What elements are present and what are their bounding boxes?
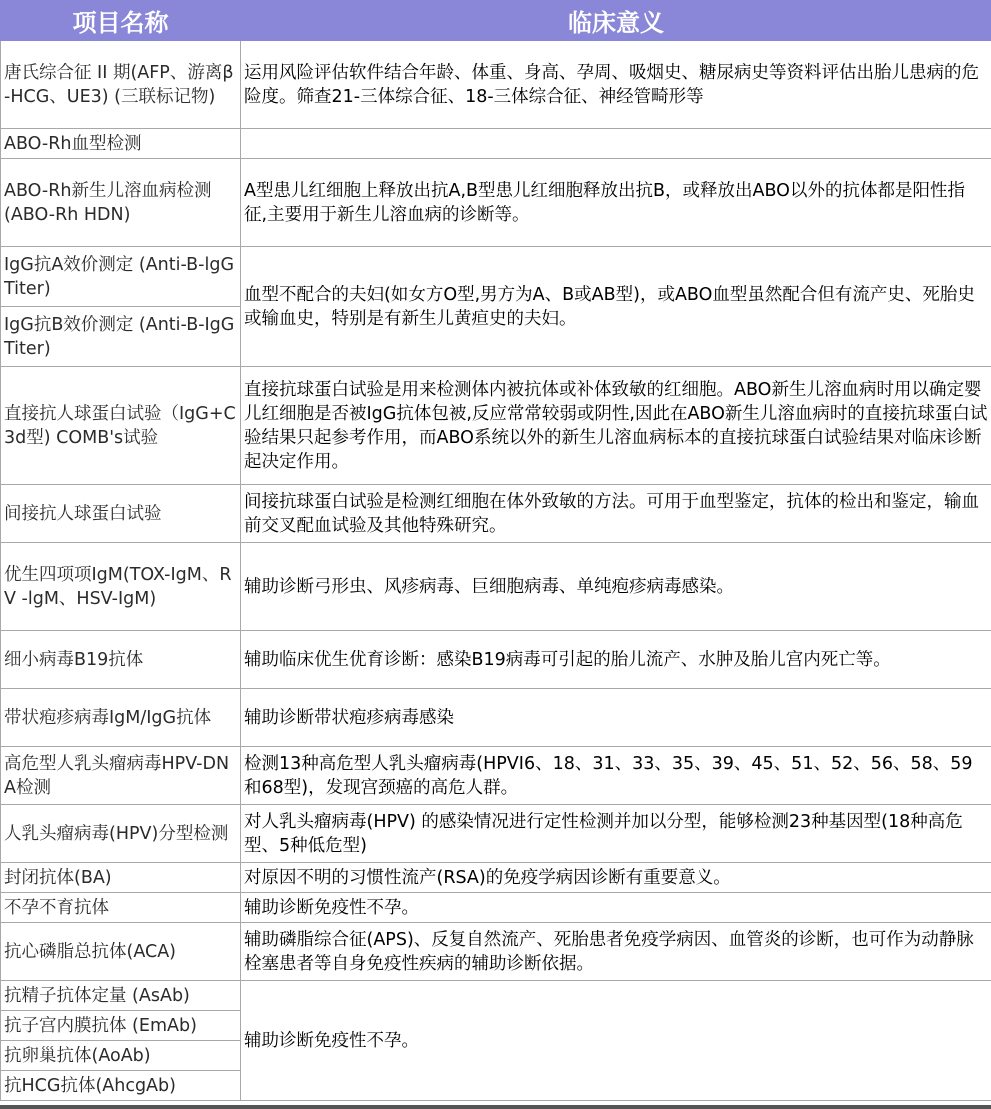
table-row — [1, 159, 991, 247]
clinical-meaning: 直接抗球蛋白试验是用来检测体内被抗体或补体致敏的红细胞。ABO新生儿溶血病时用以确定婴儿红细胞是否被IgG抗体包被,反应常常较弱或阴性,因此在ABO新生儿溶血病时的直接抗球蛋白试验结果只起参考作用，而ABO系统以外的新生儿溶血病标本的直接抗球蛋白试验结果对临床诊断起决定作用。 — [241, 367, 991, 485]
table-row — [1, 543, 991, 631]
item-name: 细小病毒B19抗体 — [1, 631, 241, 689]
item-name: 间接抗人球蛋白试验 — [1, 485, 241, 543]
table-row — [1, 747, 991, 805]
item-name: 带状疱疹病毒IgM/IgG抗体 — [1, 689, 241, 747]
clinical-meaning: 辅助诊断免疫性不孕。 — [241, 893, 991, 923]
item-name: 抗卵巢抗体(AoAb) — [1, 1041, 241, 1071]
clinical-meaning: 辅助诊断弓形虫、风疹病毒、巨细胞病毒、单纯疱疹病毒感染。 — [241, 543, 991, 631]
table-row — [1, 631, 991, 689]
clinical-meaning: 血型不配合的夫妇(如女方O型,男方为A、B或AB型)，或ABO血型虽然配合但有流产史、死胎史或输血史，特别是有新生儿黄疸史的夫妇。 — [241, 247, 991, 367]
header-item-name: 项目名称 — [1, 1, 241, 41]
table-row — [1, 247, 991, 307]
table-row — [1, 923, 991, 981]
clinical-meaning: 检测13种高危型人乳头瘤病毒(HPVI6、18、31、33、35、39、45、51、52、56、58、59和68型)，发现宫颈癌的高危人群。 — [241, 747, 991, 805]
table-row — [1, 689, 991, 747]
clinical-meaning: A型患儿红细胞上释放出抗A,B型患儿红细胞释放出抗B，或释放出ABO以外的抗体都是阳性指征,主要用于新生儿溶血病的诊断等。 — [241, 159, 991, 247]
item-name: IgG抗B效价测定 (Anti-B-IgG Titer) — [1, 307, 241, 367]
table-row — [1, 41, 991, 129]
clinical-meaning: 间接抗球蛋白试验是检测红细胞在体外致敏的方法。可用于血型鉴定，抗体的检出和鉴定，输血前交叉配血试验及其他特殊研究。 — [241, 485, 991, 543]
item-name: 优生四项项IgM(TOX-IgM、RV -lgM、HSV-IgM) — [1, 543, 241, 631]
item-name — [1, 159, 241, 247]
clinical-meaning: 运用风险评估软件结合年龄、体重、身高、孕周、吸烟史、糖尿病史等资料评估出胎儿患病的危险度。筛查21-三体综合征、18-三体综合征、神经管畸形等 — [241, 41, 991, 129]
item-name: IgG抗A效价测定 (Anti-B-lgG Titer) — [1, 247, 241, 307]
item-name: 高危型人乳头瘤病毒HPV-DNA检测 — [1, 747, 241, 805]
table-row — [1, 893, 991, 923]
item-name: ABO-Rh血型检测 — [1, 129, 241, 159]
clinical-meaning: 辅助诊断带状疱疹病毒感染 — [241, 689, 991, 747]
header-clinical-meaning: 临床意义 — [241, 1, 991, 41]
item-name: 直接抗人球蛋白试验（IgG+C3d型) COMB's试验 — [1, 367, 241, 485]
header-row — [1, 1, 991, 41]
bottom-border — [0, 1105, 991, 1109]
item-name: 人乳头瘤病毒(HPV)分型检测 — [1, 805, 241, 863]
table-row — [1, 805, 991, 863]
table-row — [1, 367, 991, 485]
item-name: 抗精子抗体定量 (AsAb) — [1, 981, 241, 1011]
table-row — [1, 129, 991, 159]
table-row — [1, 485, 991, 543]
table-row — [1, 981, 991, 1011]
item-name: 不孕不育抗体 — [1, 893, 241, 923]
clinical-meaning: 对人乳头瘤病毒(HPV) 的感染情况进行定性检测并加以分型，能够检测23种基因型(18种高危型、5种低危型) — [241, 805, 991, 863]
item-name-line: ABO-Rh新生儿溶血病检测 (ABO-Rh HDN) — [4, 180, 212, 225]
item-name: 抗心磷脂总抗体(ACA) — [1, 923, 241, 981]
clinical-meaning: 对原因不明的习惯性流产(RSA)的免疫学病因诊断有重要意义。 — [241, 863, 991, 893]
item-name: 封闭抗体(BA) — [1, 863, 241, 893]
clinical-meaning — [241, 129, 991, 159]
clinical-meaning: 辅助磷脂综合征(APS)、反复自然流产、死胎患者免疫学病因、血管炎的诊断，也可作为动静脉栓塞患者等自身免疫性疾病的辅助诊断依据。 — [241, 923, 991, 981]
clinical-meaning: 辅助临床优生优育诊断：感染B19病毒可引起的胎儿流产、水肿及胎儿宫内死亡等。 — [241, 631, 991, 689]
item-name: 唐氏综合征 II 期(AFP、游离β-HCG、UE3) (三联标记物) — [1, 41, 241, 129]
item-name: 抗HCG抗体(AhcgAb) — [1, 1071, 241, 1101]
table-row — [1, 863, 991, 893]
item-name: 抗子宫内膜抗体 (EmAb) — [1, 1011, 241, 1041]
clinical-meaning: 辅助诊断免疫性不孕。 — [241, 981, 991, 1101]
